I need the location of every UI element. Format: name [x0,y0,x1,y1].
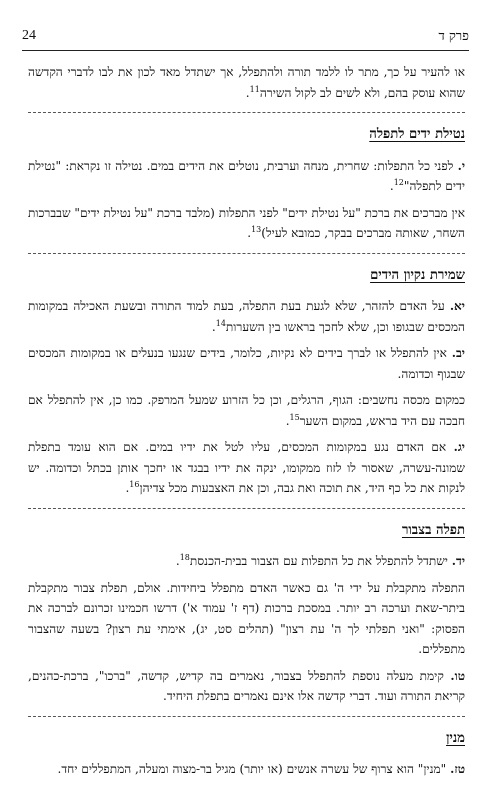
footnote-ref: 18 [179,552,190,562]
page-header [22,26,469,51]
paragraph-text: או להעיר על כך, מתר לו ללמד תורה ולהתפלל, אך ישתדל מאד לכון את לבו לדברי הקדשה שהוא עוסק בהם, ולא לשים לב לקול השירה [28,65,465,100]
paragraph-number: יב. [451,346,465,360]
section-heading: שמירת נקיון הידים [370,267,465,283]
paragraph-number: טז. [450,762,465,776]
paragraph-number: י. [457,158,465,173]
paragraph: יג. אם האדם נגע במקומות המכסים, עליו לטל את ידיו במים. אם הוא עומד בתפלת שמונה-עשרה, שאסור לו לזוז ממקומו, ינקה את ידיו בבגד או יחכך אותן בכתל וכדומה. יש לנקות את כל כף היד, את תוכה ואת גבה, וכן את האצבעות מכל צדיהן$^{16}$. [28,440,465,495]
paragraph: אין מברכים את ברכת "על נטילת ידים" לפני התפלות (מלבד ברכת "על נטילת ידים" שבברכות השחר, שאותה מברכים בבקר, כמובא לעיל)$^{13}$. [28,205,465,240]
paragraph: יד. ישתדל להתפלל את כל התפלות עם הצבור בבית-הכנסת$^{18}$. [175,552,465,568]
section-heading: תפלה בצבור [401,522,465,538]
paragraph [28,343,465,384]
paragraph-text: כמקום מכסה נחשבים: הגוף, הרגלים, וכן כל הזרוע שמעל המרפק. כמו כן, אין להתפלל אם חבכה עם היד בראש, במקום השער [28,393,465,428]
paragraph-text: על האדם להזהר, שלא לגעת בעת התפלה, בעת למוד התורה ובשעת האכילה במקומות המכסים שבגופו וכן, שלא לחכך בראשו בין השערות [28,299,465,334]
paragraph-text: לפני כל התפלות: שחרית, מנחה וערבית, נוטלים את הידים במים. נטילה זו נקראת: "נטילת ידים לתפלה" [28,158,465,193]
paragraph-number: יג. [453,440,465,454]
section [28,729,465,780]
paragraph-number: יד. [451,554,465,568]
paragraph [28,578,465,660]
footnote-ref: 12 [393,177,404,187]
section-divider [28,112,465,113]
page-body [28,62,465,786]
section-divider [28,508,465,509]
paragraph [28,759,465,780]
paragraph-text: התפלה מתקבלת על ידי ה' גם כאשר האדם מתפלל ביחידות. אולם, תפלת צבור מתקבלת ביתר-שאת וערכה רב יותר. במסכת ברכות (דף ז' עמוד א') דרשו חכמינו זכרונם לברכה את הפסוק: "ואני תפלתי לך ה' עת רצון" (תהלים סט, יג), אימתי עת רצון? בשעה שהצבור מתפללים. [28,580,465,656]
paragraph: יא. על האדם להזהר, שלא לגעת בעת התפלה, בעת למוד התורה ובשעת האכילה במקומות המכסים שבגופו וכן, שלא לחכך בראשו בין השערות$^{14}$. [28,299,465,334]
section-divider [28,716,465,717]
chapter-title: פרק ד [438,29,469,44]
paragraph-text: אין להתפלל או לברך בידים לא נקיות, כלומר, בידים שנגעו בנעלים או במקומות המכסים שבגוף וכדומה. [28,346,465,381]
section [28,521,465,707]
section-divider [28,253,465,254]
intro-paragraph: או להעיר על כך, מתר לו ללמד תורה ולהתפלל, אך ישתדל מאד לכון את לבו לדברי הקדשה שהוא עוסק בהם, ולא לשים לב לקול השירה$^{11}$. [28,65,465,100]
section-heading: מנין [446,730,465,746]
paragraph-text: אם האדם נגע במקומות המכסים, עליו לטל את ידיו במים. אם הוא עומד בתפלת שמונה-עשרה, שאסור לו לזוז ממקומו, ינקה את ידיו בבגד או יחכך אותן בכתל וכדומה. יש לנקות את כל כף היד, את תוכה ואת גבה, וכן את האצבעות מכל צדיהן [28,440,465,495]
page-number: 24 [22,28,36,43]
footnote-ref: 14 [215,318,226,328]
paragraph-text: קימת מעלה נוספת להתפלל בצבור, נאמרים בה קדיש, קדשה, "ברכו", ברכת-כהנים, קריאת התורה ועוד. דברי קדשה אלו אינם נאמרים בתפלת היחיד. [28,668,465,703]
section-heading: נטילת ידים לתפלה [369,127,465,142]
footnote-ref: 11 [249,84,260,94]
paragraph-text: "מנין" הוא צרוף של עשרה אנשים (או יותר) מגיל בר-מצוה ומעלה, המתפללים יחד. [57,762,447,776]
paragraph: י. לפני כל התפלות: שחרית, מנחה וערבית, נוטלים את הידים במים. נטילה זו נקראת: "נטילת ידים לתפלה"$^{12}$. [28,158,465,193]
footnote-ref: 15 [289,412,300,422]
section [28,266,465,499]
paragraph-number: יא. [449,299,465,313]
section [28,125,465,244]
paragraph-text: ישתדל להתפלל את כל התפלות עם הצבור בבית-הכנסת [189,554,448,568]
paragraph: כמקום מכסה נחשבים: הגוף, הרגלים, וכן כל הזרוע שמעל המרפק. כמו כן, אין להתפלל אם חבכה עם היד בראש, במקום השער$^{15}$. [28,393,465,428]
paragraph-number: טו. [450,668,465,683]
footnote-ref: 13 [251,224,262,234]
footnote-ref: 16 [129,479,140,489]
paragraph [28,666,465,707]
paragraph-text: אין מברכים את ברכת "על נטילת ידים" לפני התפלות (מלבד ברכת "על נטילת ידים" שבברכות השחר, שאותה מברכים בבקר, כמובא לעיל) [28,205,465,240]
